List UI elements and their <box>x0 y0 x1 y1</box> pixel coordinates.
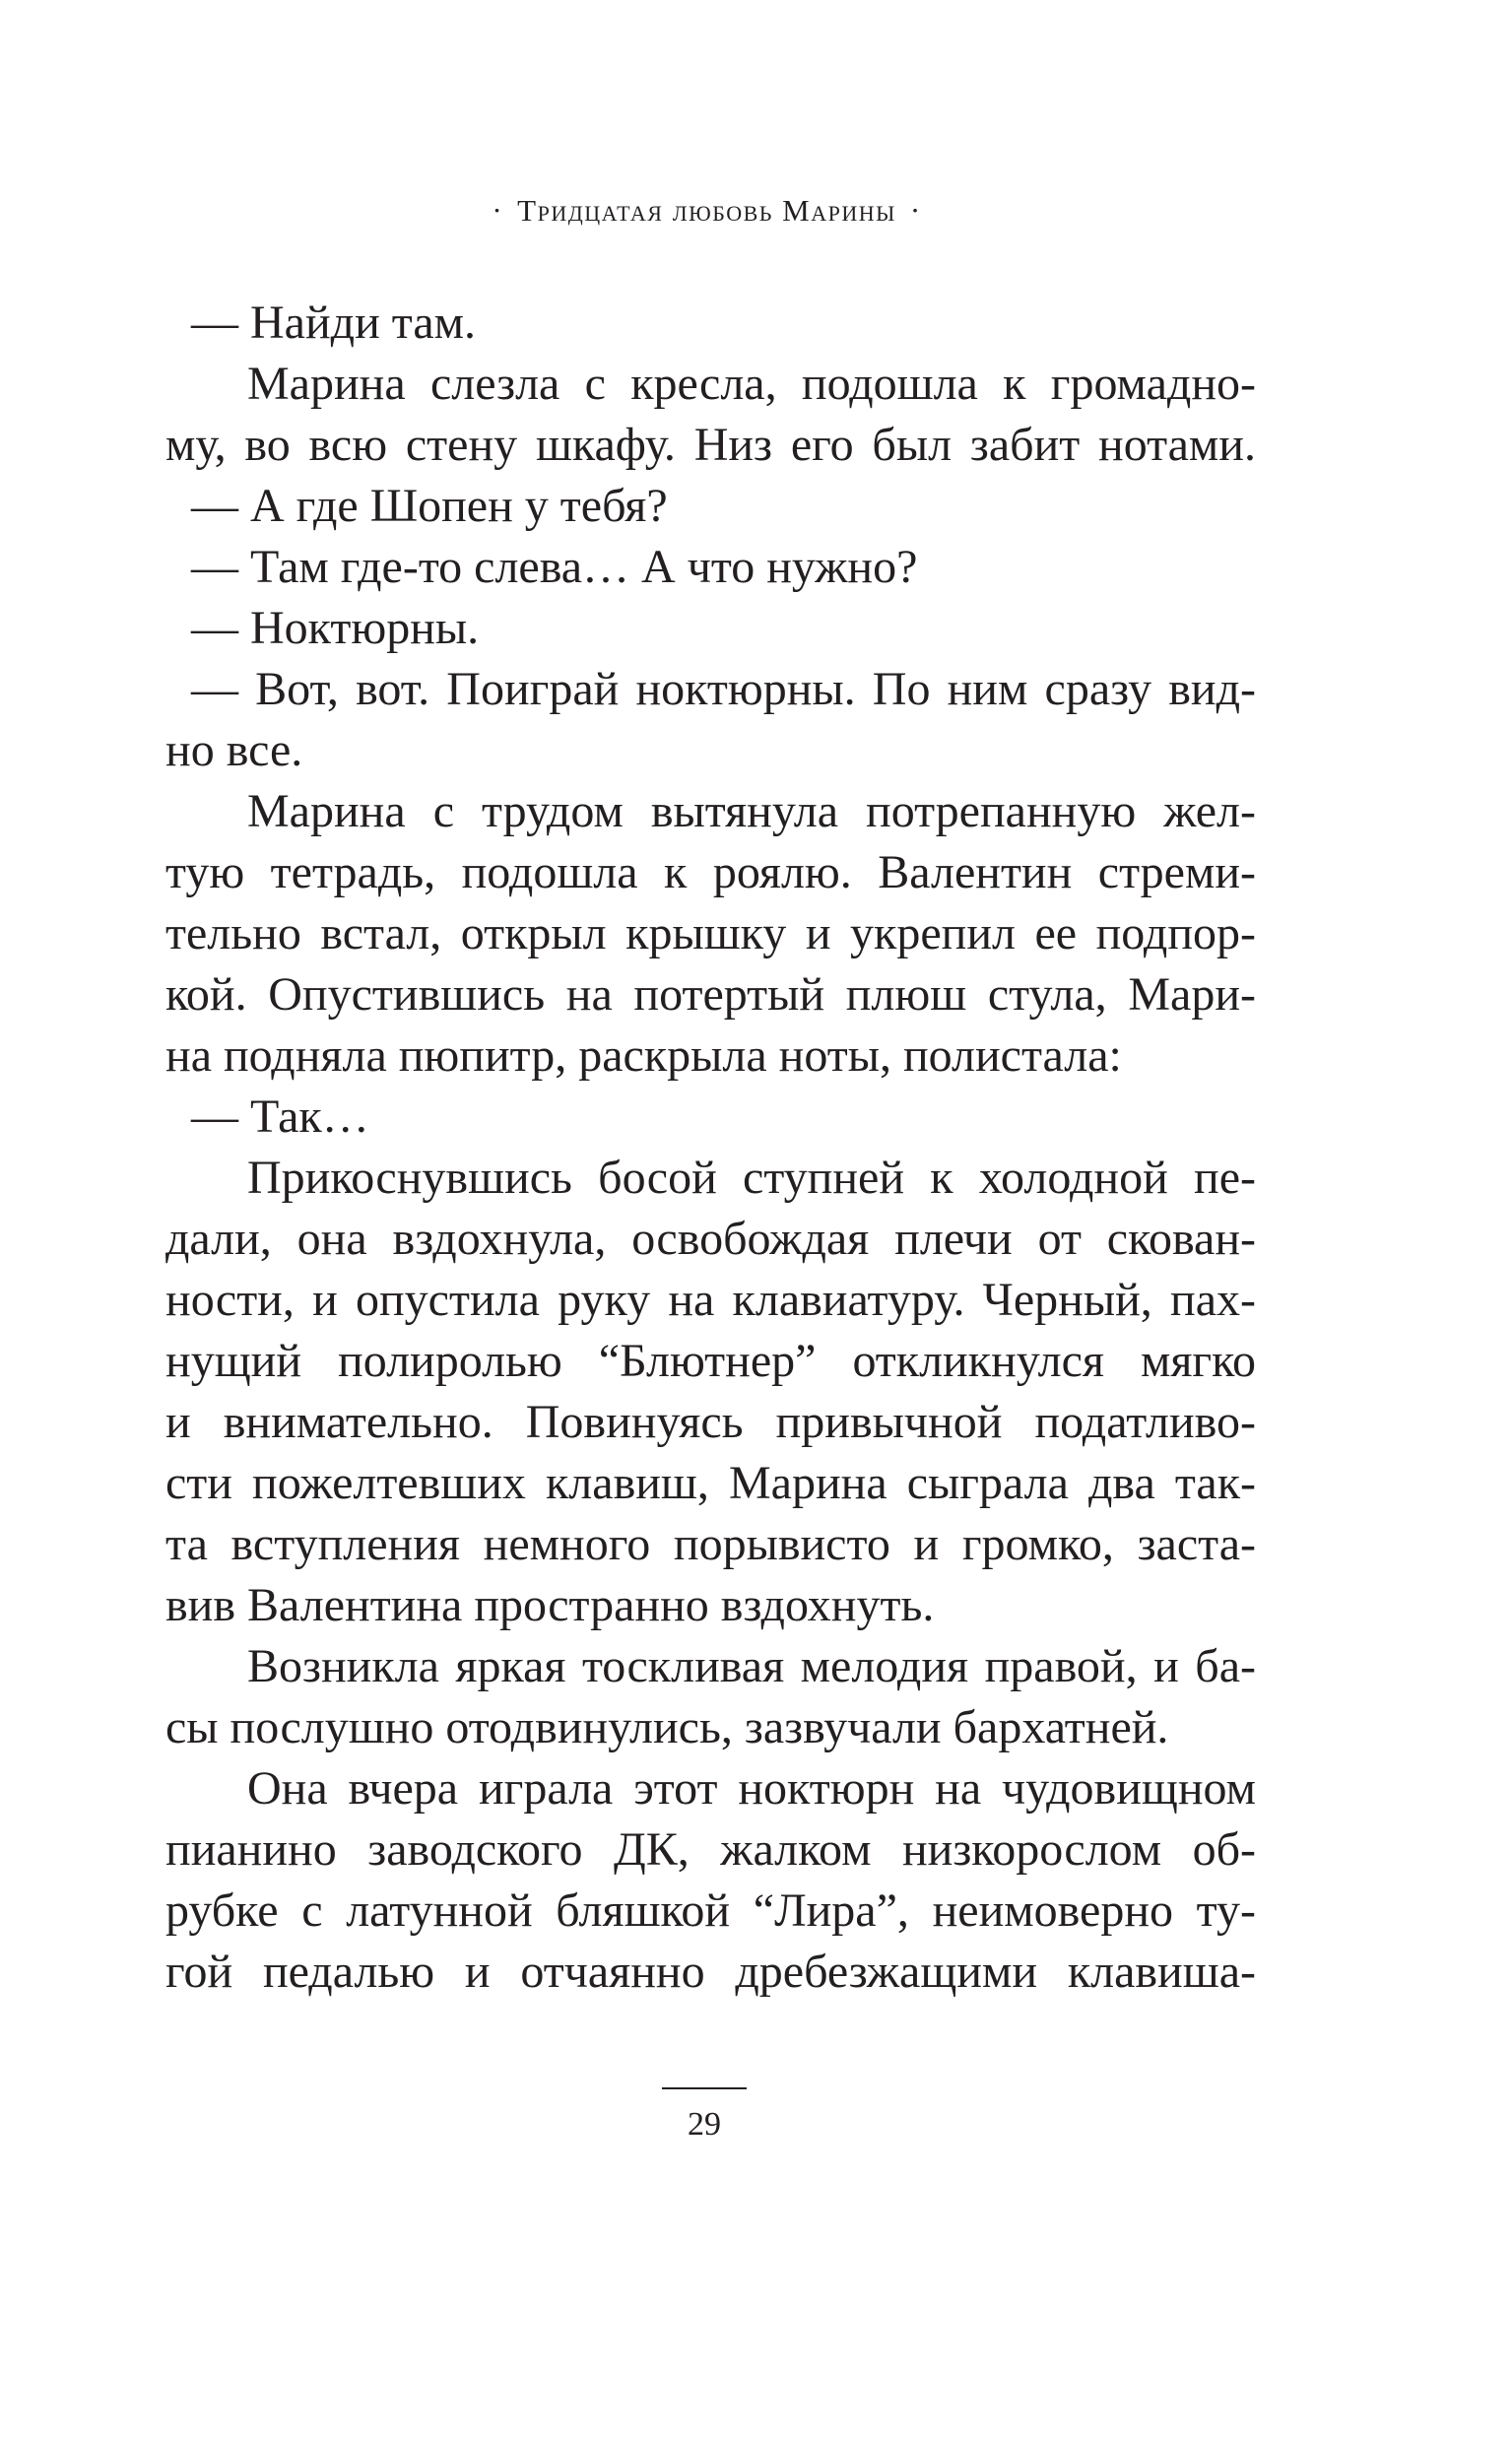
text-line: та вступления немного порывисто и громко, заста- <box>165 1518 1256 1570</box>
text-line: Она вчера играла этот ноктюрн на чудовищном <box>247 1762 1256 1815</box>
text-line: кой. Опустившись на потертый плюш стула, Мари- <box>165 968 1256 1021</box>
text-line: нущий полиролью “Блютнер” откликнулся мягко <box>165 1335 1256 1387</box>
text-line: дали, она вздохнула, освобождая плечи от скован- <box>165 1213 1256 1265</box>
text-line: на подняла пюпитр, раскрыла ноты, полистала: <box>165 1029 1122 1082</box>
footer-rule <box>662 2087 747 2089</box>
header-ornament-left: · <box>492 193 504 228</box>
text-line: сти пожелтевших клавиш, Марина сыграла два так- <box>165 1457 1256 1509</box>
page-body-text <box>165 293 1256 2003</box>
text-line: тельно встал, открыл крышку и укрепил ее подпор- <box>165 907 1256 959</box>
text-line: тую тетрадь, подошла к роялю. Валентин стреми- <box>165 846 1256 898</box>
page-number: 29 <box>688 2106 721 2143</box>
text-line: пианино заводского ДК, жалком низкорослом об- <box>165 1823 1256 1876</box>
text-line: — А где Шопен у тебя? <box>191 480 668 532</box>
text-line: ности, и опустила руку на клавиатуру. Черный, пах- <box>165 1274 1256 1326</box>
text-line: — Так… <box>191 1090 369 1143</box>
text-line: сы послушно отодвинулись, зазвучали бархатней. <box>165 1701 1169 1753</box>
header-ornament-right: · <box>909 193 922 228</box>
text-line: и внимательно. Повинуясь привычной податливо- <box>165 1396 1256 1448</box>
running-header <box>0 193 1413 229</box>
text-line: Марина с трудом вытянула потрепанную жел- <box>247 785 1256 837</box>
text-line: Возникла яркая тоскливая мелодия правой, и ба- <box>247 1640 1256 1692</box>
text-line: — Там где-то слева… А что нужно? <box>191 541 918 593</box>
book-title: Тридцатая любовь Марины <box>517 193 896 228</box>
text-line: но все. <box>165 724 303 776</box>
text-line: вив Валентина пространно вздохнуть. <box>165 1579 935 1631</box>
text-line: Марина слезла с кресла, подошла к громадно- <box>247 358 1256 410</box>
text-line: — Ноктюрны. <box>191 602 480 654</box>
text-line: му, во всю стену шкафу. Низ его был забит нотами. <box>165 419 1256 471</box>
text-line: — Вот, вот. Поиграй ноктюрны. По ним сразу вид- <box>191 663 1256 715</box>
text-line: рубке с латунной бляшкой “Лира”, неимоверно ту- <box>165 1884 1256 1937</box>
text-line: гой педалью и отчаянно дребезжащими клавиша- <box>165 1946 1256 1998</box>
text-line: — Найди там. <box>191 297 477 349</box>
text-line: Прикоснувшись босой ступней к холодной пе- <box>247 1152 1256 1204</box>
